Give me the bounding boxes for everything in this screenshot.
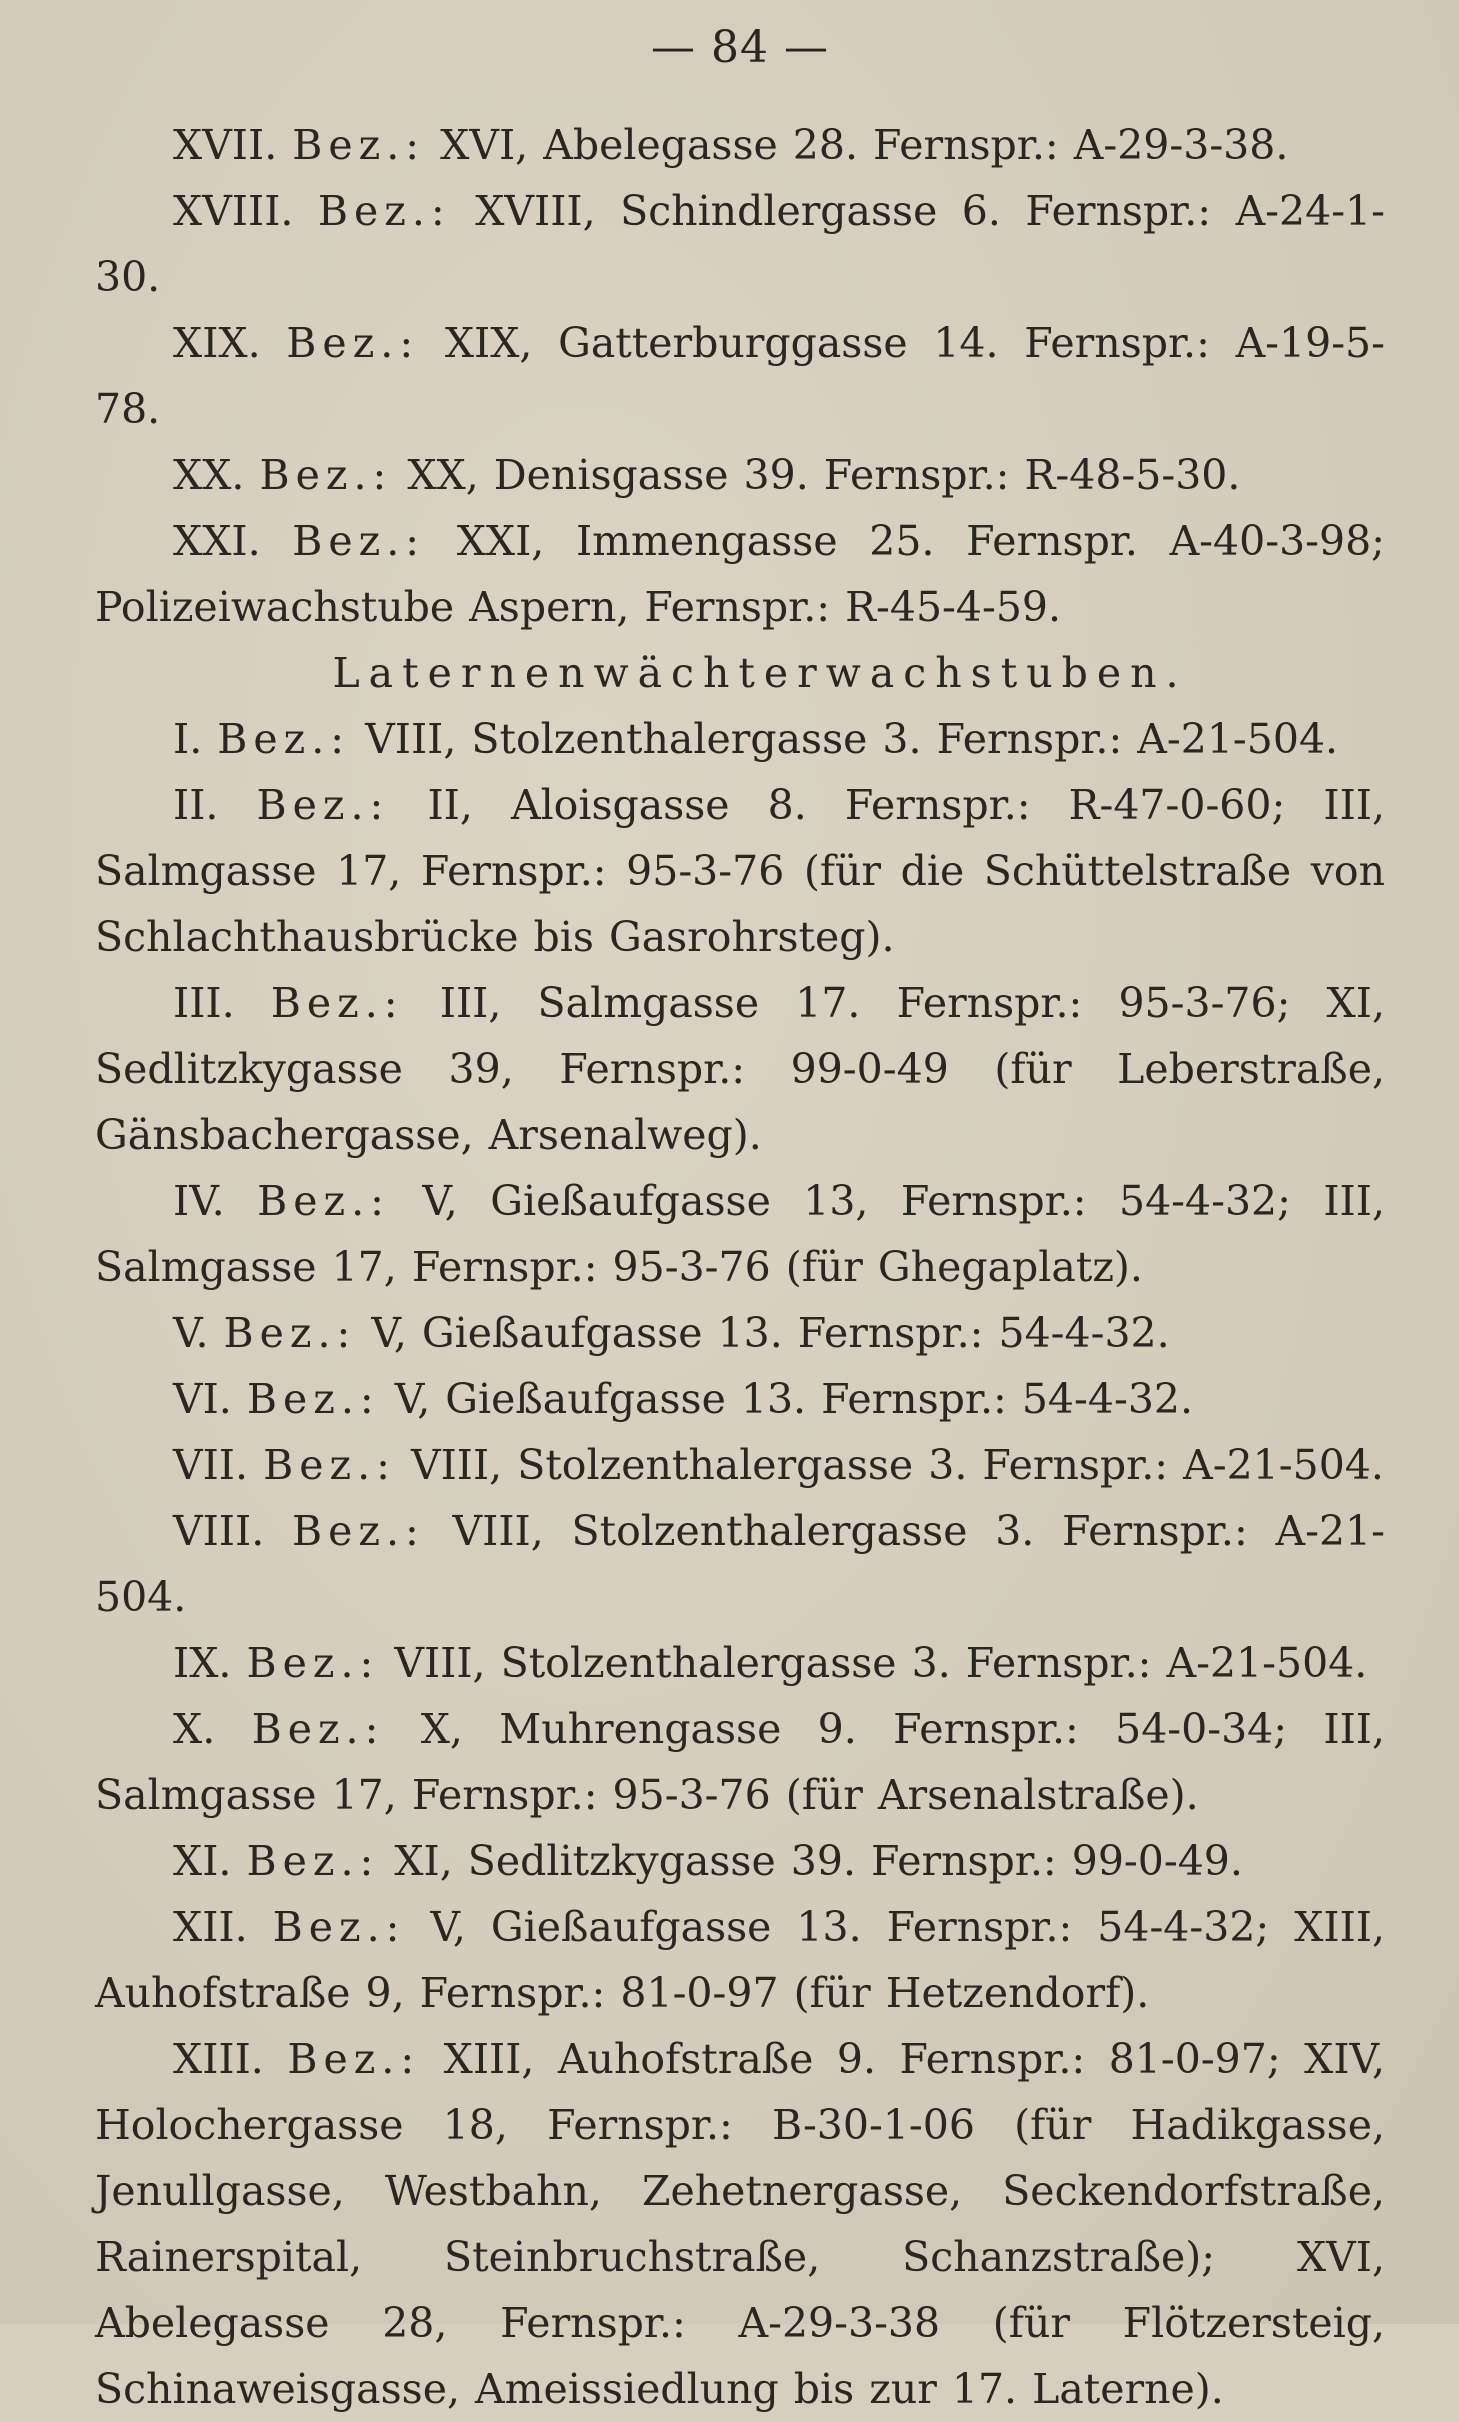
entry-text: XIII, Auhofstraße 9. Fernspr.: 81-0-97; XIV, Holochergasse 18, Fernspr.: B-30-1-06 (für Hadikgasse, Jenullgasse, Westbahn, Zehetnergasse, Seckendorfstraße, Rainerspital, Steinbruchstraße, Schanzstraße); XVI, Abelegasse 28, Fernspr.: A-29-3-38 (für Flötzersteig, Schinaweisgasse, Ameissiedlung bis zur 17. Laterne). <box>95 2035 1385 2413</box>
entry-text: V, Gießaufgasse 13. Fernspr.: 54-4-32; XIII, Auhofstraße 9, Fernspr.: 81-0-97 (für Hetzendorf). <box>95 1903 1385 2017</box>
district-entry <box>95 442 1385 508</box>
district-entry <box>95 1630 1385 1696</box>
district-entry <box>95 1366 1385 1432</box>
district-abbrev: Bez.: <box>292 121 426 169</box>
district-number: XXI. <box>173 517 261 565</box>
district-number: IV. <box>173 1177 225 1225</box>
district-abbrev: Bez.: <box>317 187 451 235</box>
entry-text: XXI, Immengasse 25. Fernspr. A-40-3-98; Polizeiwachstube Aspern, Fernspr.: R-45-4-59. <box>95 517 1385 631</box>
district-abbrev: Bez.: <box>270 979 404 1027</box>
district-entry <box>95 1696 1385 1828</box>
district-entry <box>95 706 1385 772</box>
district-abbrev: Bez.: <box>272 1903 406 1951</box>
district-abbrev: Bez.: <box>292 517 426 565</box>
district-entry <box>95 508 1385 640</box>
district-entry <box>95 112 1385 178</box>
district-abbrev: Bez.: <box>246 1375 380 1423</box>
district-number: VII. <box>173 1441 249 1489</box>
entry-text: II, Aloisgasse 8. Fernspr.: R-47-0-60; III, Salmgasse 17, Fernspr.: 95-3-76 (für die Schüttelstraße von Schlachthausbrücke bis Gasrohrsteg). <box>95 781 1385 961</box>
district-abbrev: Bez.: <box>259 451 393 499</box>
district-entry <box>95 178 1385 310</box>
district-number: VIII. <box>173 1507 265 1555</box>
entry-text: XX, Denisgasse 39. Fernspr.: R-48-5-30. <box>392 451 1241 499</box>
district-number: III. <box>173 979 235 1027</box>
district-entry <box>95 310 1385 442</box>
entry-text: X, Muhrengasse 9. Fernspr.: 54-0-34; III, Salmgasse 17, Fernspr.: 95-3-76 (für Arsenalstraße). <box>95 1705 1385 1819</box>
entry-text: III, Salmgasse 17. Fernspr.: 95-3-76; XI, Sedlitzkygasse 39, Fernspr.: 99-0-49 (für Leberstraße, Gänsbachergasse, Arsenalweg). <box>95 979 1385 1159</box>
district-entry <box>95 2026 1385 2422</box>
page-number: — 84 — <box>651 22 829 73</box>
district-abbrev: Bez.: <box>291 1507 425 1555</box>
district-abbrev: Bez.: <box>246 1639 380 1687</box>
district-abbrev: Bez.: <box>217 715 351 763</box>
district-number: I. <box>173 715 203 763</box>
district-abbrev: Bez.: <box>286 319 420 367</box>
district-abbrev: Bez.: <box>257 1177 390 1225</box>
district-number: II. <box>173 781 219 829</box>
lamplighter-stations-list <box>95 706 1385 2422</box>
entry-text: V, Gießaufgasse 13. Fernspr.: 54-4-32. <box>356 1309 1170 1357</box>
district-entry <box>95 1894 1385 2026</box>
district-abbrev: Bez.: <box>263 1441 396 1489</box>
district-abbrev: Bez.: <box>223 1309 357 1357</box>
district-abbrev: Bez.: <box>246 1837 380 1885</box>
district-number: XIII. <box>173 2035 264 2083</box>
entry-text: V, Gießaufgasse 13. Fernspr.: 54-4-32. <box>379 1375 1194 1423</box>
district-abbrev: Bez.: <box>287 2035 421 2083</box>
district-number: IX. <box>173 1639 232 1687</box>
district-number: XVII. <box>173 121 278 169</box>
district-entry <box>95 1498 1385 1630</box>
district-number: VI. <box>173 1375 232 1423</box>
entry-text: VIII, Stolzenthalergasse 3. Fernspr.: A-21-504. <box>395 1441 1384 1489</box>
entries-list <box>95 112 1385 2422</box>
entry-text: VIII, Stolzenthalergasse 3. Fernspr.: A-21-504. <box>350 715 1339 763</box>
police-stations-list <box>95 112 1385 640</box>
district-entry <box>95 1432 1385 1498</box>
district-abbrev: Bez.: <box>256 781 390 829</box>
entry-text: VIII, Stolzenthalergasse 3. Fernspr.: A-21-504. <box>379 1639 1368 1687</box>
district-entry <box>95 1828 1385 1894</box>
entry-text: XI, Sedlitzkygasse 39. Fernspr.: 99-0-49. <box>379 1837 1243 1885</box>
district-number: XII. <box>173 1903 248 1951</box>
entry-text: V, Gießaufgasse 13, Fernspr.: 54-4-32; III, Salmgasse 17, Fernspr.: 95-3-76 (für Ghegaplatz). <box>95 1177 1385 1291</box>
entry-text: VIII, Stolzenthalergasse 3. Fernspr.: A-21-504. <box>95 1507 1385 1621</box>
district-entry <box>95 970 1385 1168</box>
district-number: V. <box>173 1309 209 1357</box>
district-entry <box>95 1168 1385 1300</box>
entry-text: XVI, Abelegasse 28. Fernspr.: A-29-3-38. <box>425 121 1289 169</box>
section-heading: Laternenwächterwachstuben. <box>332 649 1188 697</box>
district-abbrev: Bez.: <box>251 1705 385 1753</box>
entry-text: XIX, Gatterburggasse 14. Fernspr.: A-19-5-78. <box>95 319 1385 433</box>
district-number: XI. <box>173 1837 232 1885</box>
district-number: XVIII. <box>173 187 294 235</box>
entry-text: XVIII, Schindlergasse 6. Fernspr.: A-24-1-30. <box>95 187 1385 301</box>
district-number: XIX. <box>173 319 261 367</box>
district-entry <box>95 772 1385 970</box>
district-number: X. <box>173 1705 216 1753</box>
district-number: XX. <box>173 451 245 499</box>
district-entry <box>95 1300 1385 1366</box>
